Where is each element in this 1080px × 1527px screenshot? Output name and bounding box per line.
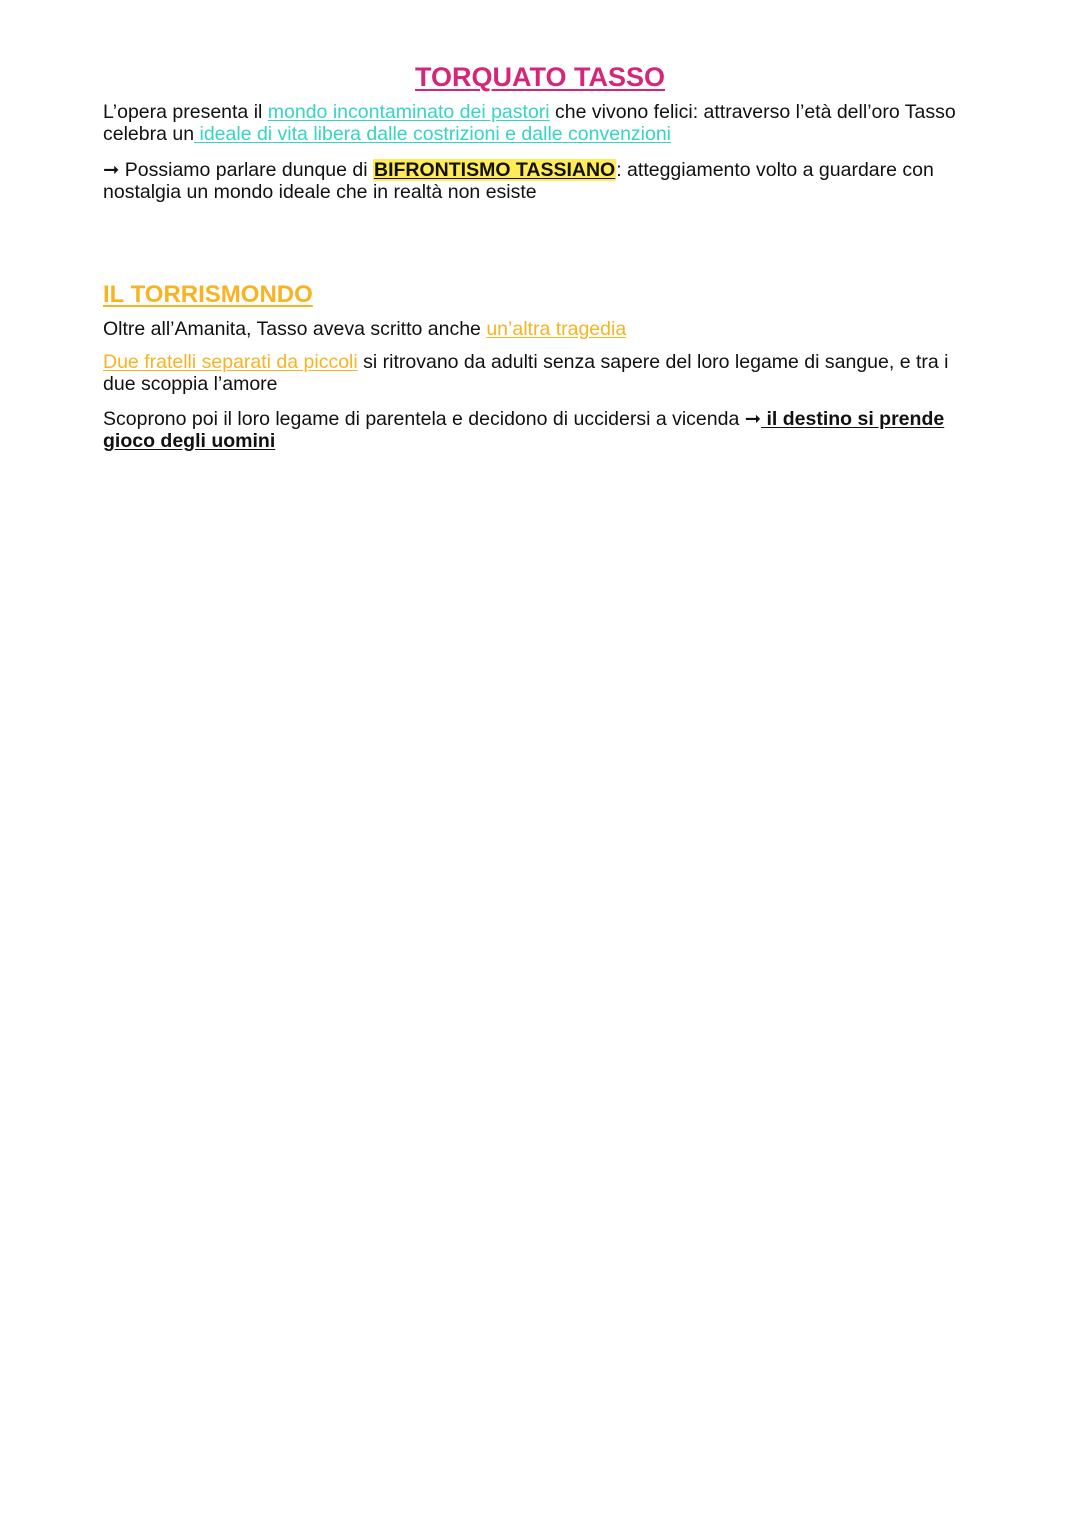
page-title: TORQUATO TASSO: [414, 62, 665, 92]
intro-text-2: che vivono felici: attraverso l’età dell’oro Tasso celebra un: [103, 101, 956, 145]
bifrontismo-highlight: BIFRONTISMO TASSIANO: [374, 159, 616, 181]
bifrontismo-text-1: ➞ Possiamo parlare dunque di: [103, 159, 373, 181]
bifrontismo-text-2: : atteggiamento volto a guardare con nostalgia un mondo ideale che in realtà non esiste: [103, 159, 934, 203]
section-heading-torrismondo: IL TORRISMONDO: [103, 281, 313, 308]
torrismondo-p2-text: si ritrovano da adulti senza sapere del loro legame di sangue, e tra i due scoppia l’amore: [103, 351, 949, 395]
torrismondo-p3-bold: il destino si prende gioco degli uomini: [103, 408, 945, 452]
torrismondo-paragraph-3: [103, 408, 983, 452]
bifrontismo-paragraph: [103, 159, 983, 203]
torrismondo-p1-link: un’altra tragedia: [486, 318, 627, 340]
torrismondo-p1-text: Oltre all’Amanita, Tasso aveva scritto anche: [103, 318, 487, 340]
intro-text-1: L’opera presenta il: [103, 101, 268, 123]
torrismondo-p3-text: Scoprono poi il loro legame di parentela e decidono di uccidersi a vicenda ➞: [103, 408, 762, 430]
torrismondo-p2-link: Due fratelli separati da piccoli: [103, 351, 358, 373]
intro-paragraph: [103, 101, 983, 145]
intro-link-ideale: ideale di vita libera dalle costrizioni e dalle convenzioni: [194, 123, 672, 145]
intro-link-pastori: mondo incontaminato dei pastori: [267, 101, 550, 123]
torrismondo-paragraph-1: [103, 318, 983, 340]
torrismondo-paragraph-2: [103, 351, 983, 395]
